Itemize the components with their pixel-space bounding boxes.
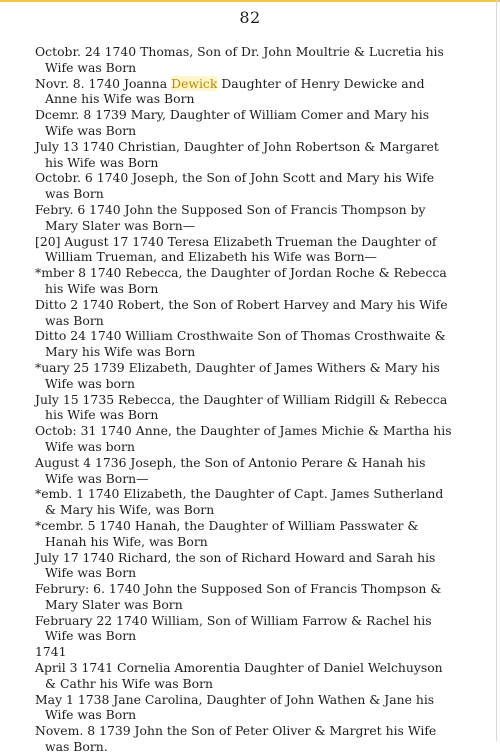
register-entry xyxy=(35,201,455,234)
entry-text: *emb. 1 1740 Elizabeth, the Daughter of Capt. James Sutherland & Mary his Wife, was Born xyxy=(35,486,444,518)
register-entry xyxy=(35,454,455,487)
page-edge-line xyxy=(496,0,497,741)
register-entry xyxy=(35,296,455,329)
entry-text: July 17 1740 Richard, the son of Richard Howard and Sarah his Wife was Born xyxy=(35,549,436,581)
entry-text: Ditto 2 1740 Robert, the Son of Robert Harvey and Mary his Wife was Born xyxy=(35,296,448,328)
entry-text: Febry. 6 1740 John the Supposed Son of Francis Thompson by Mary Slater was Born— xyxy=(35,201,426,233)
entry-text: Februry: 6. 1740 John the Supposed Son of Francis Thompson & Mary Slater was Born xyxy=(35,581,442,612)
entry-text: [20] August 17 1740 Teresa Elizabeth Trueman the Daughter of William Trueman, and Elizabeth his Wife was Born— xyxy=(35,233,437,265)
register-entry xyxy=(35,391,455,424)
entry-text: Novem. 8 1739 John the Son of Peter Oliver & Margret his Wife was Born. xyxy=(35,723,437,755)
entry-text: April 3 1741 Cornelia Amorentia Daughter of Daniel Welchuyson & Cathr his Wife was Born xyxy=(35,660,443,691)
entry-text: Octobr. 6 1740 Joseph, the Son of John Scott and Mary his Wife was Born xyxy=(35,170,435,202)
entry-text: Ditto 24 1740 William Crosthwaite Son of Thomas Crosthwaite & Mary his Wife was Born xyxy=(35,328,446,360)
entry-text: *mber 8 1740 Rebecca, the Daughter of Jordan Roche & Rebecca his Wife was Born xyxy=(35,265,447,296)
register-entry xyxy=(35,170,455,202)
register-entry xyxy=(35,233,455,266)
entry-text: Dcemr. 8 1739 Mary, Daughter of William Comer and Mary his Wife was Born xyxy=(35,107,430,138)
entry-text: July 13 1740 Christian, Daughter of John Robertson & Margaret his Wife was Born xyxy=(35,138,439,170)
register-entry xyxy=(35,549,455,582)
register-entry xyxy=(35,486,455,518)
register-entry xyxy=(35,359,455,392)
entry-text: August 4 1736 Joseph, the Son of Antonio Perare & Hanah his Wife was Born— xyxy=(35,454,426,486)
register-entry xyxy=(35,517,455,550)
year-heading xyxy=(35,644,455,660)
register-entry xyxy=(35,660,455,692)
register-entry xyxy=(35,107,455,139)
entry-text: Octob: 31 1740 Anne, the Daughter of James Michie & Martha his Wife was born xyxy=(35,423,452,454)
top-highlight-rule xyxy=(0,0,500,2)
search-highlight: Dewick xyxy=(171,75,218,91)
register-entry xyxy=(35,265,455,297)
register-entry xyxy=(35,423,455,455)
register-entry xyxy=(35,612,455,645)
entry-text: *uary 25 1739 Elizabeth, Daughter of James Withers & Mary his Wife was born xyxy=(35,359,440,391)
register-entry xyxy=(35,44,455,76)
register-entry xyxy=(35,75,455,108)
entry-text: July 15 1735 Rebecca, the Daughter of William Ridgill & Rebecca his Wife was Born xyxy=(35,391,448,423)
entry-text: May 1 1738 Jane Carolina, Daughter of John Wathen & Jane his Wife was Born xyxy=(35,691,435,723)
register-entries xyxy=(35,44,455,755)
entry-text: *cembr. 5 1740 Hanah, the Daughter of William Passwater & Hanah his Wife, was Born xyxy=(35,517,419,549)
register-entry xyxy=(35,328,455,360)
page-number: 82 xyxy=(239,8,261,27)
register-entry xyxy=(35,581,455,613)
register-entry xyxy=(35,723,455,755)
register-entry xyxy=(35,138,455,171)
entry-text: Octobr. 24 1740 Thomas, Son of Dr. John Moultrie & Lucretia his Wife was Born xyxy=(35,44,444,75)
year-heading-text: 1741 xyxy=(35,644,67,660)
entry-text: Novr. 8. 1740 Joanna xyxy=(35,75,172,91)
register-entry xyxy=(35,691,455,724)
entry-text: February 22 1740 William, Son of William Farrow & Rachel his Wife was Born xyxy=(35,612,432,644)
entry-text-continued: Daughter of Henry Dewicke and Anne his Wife was Born xyxy=(45,75,425,107)
